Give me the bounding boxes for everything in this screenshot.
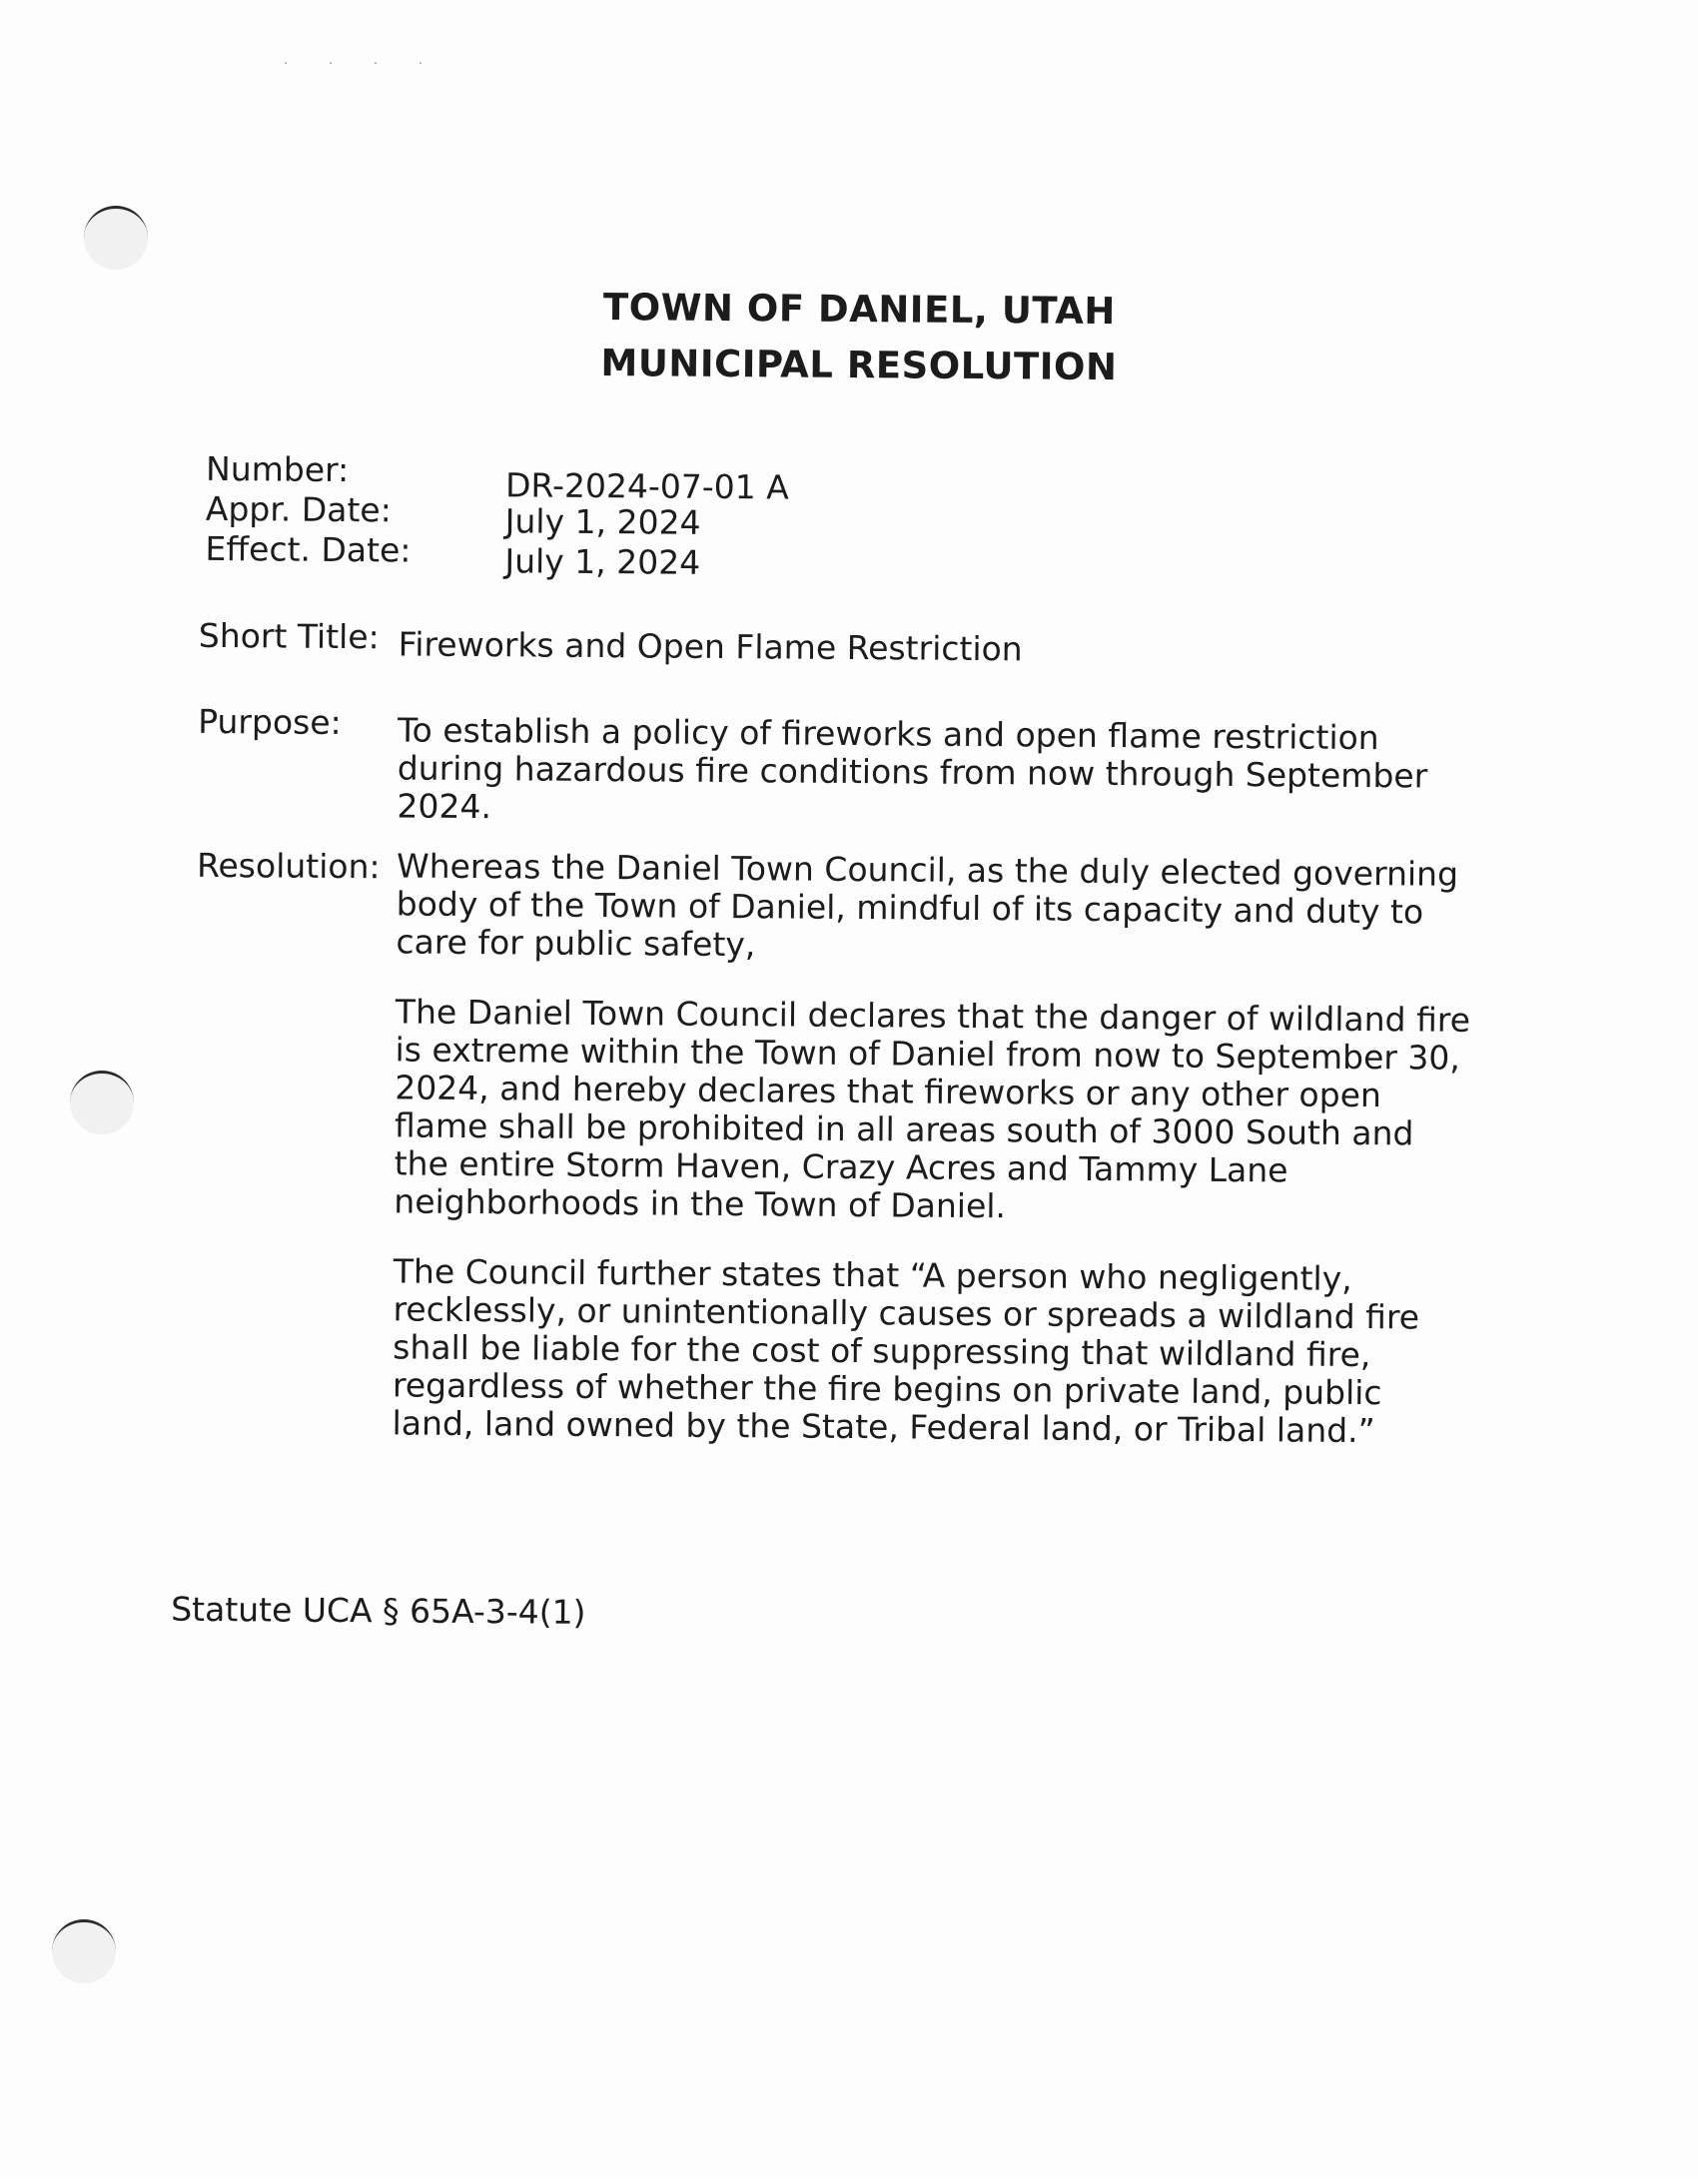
meta-row-number [205,448,789,507]
meta-value-number: DR-2024-07-01 A [504,465,789,507]
resolution-paragraph-declaration: The Daniel Town Council declares that the danger of wildland fire is extreme within the Town of Daniel from now to September 30, 2024, and hereby declares that fireworks or any other open flame shall be prohibited in all areas south of 3000 South and the entire Storm Haven, Crazy Acres and Tammy Lane neighborhoods in the Town of Daniel. [394,992,1471,1226]
meta-label-number: Number: [205,448,350,490]
resolution-section [192,846,1495,1483]
meta-label-approval-date: Appr. Date: [205,488,392,530]
statute-reference: Statute UCA § 65A-3-4(1) [171,1589,586,1632]
resolution-paragraph-whereas: Whereas the Daniel Town Council, as the duly elected governing body of the Town of Daniel, mindful of its capacity and duty to care for public safety, [396,846,1459,965]
purpose-section [197,702,1496,826]
purpose-text: To establish a policy of fireworks and open flame restriction during hazardous fire conditions from now through September 2024. [397,710,1428,827]
meta-value-approval-date: July 1, 2024 [504,501,701,542]
purpose-label: Purpose: [198,701,342,742]
document-title [5,275,1698,399]
resolution-metadata [205,448,789,582]
resolution-paragraph-liability: The Council further states that “A person who negligently, recklessly, or unintentionally causes or spreads a wildland fire shall be liable for the cost of suppressing that wildland fire, regardless of whether the fire begins on private land, public land, land owned by the State, Federal land, or Tribal land.” [392,1251,1420,1451]
short-title-label: Short Title: [198,615,380,657]
resolution-label: Resolution: [196,845,381,887]
meta-value-effective-date: July 1, 2024 [504,541,701,582]
short-title-value: Fireworks and Open Flame Restriction [398,624,1023,669]
resolution-body [392,847,1495,1483]
title-line-resolution: MUNICIPAL RESOLUTION [600,342,1118,389]
meta-row-effective-date [205,528,788,582]
short-title-section [198,615,1497,669]
title-line-town: TOWN OF DANIEL, UTAH [602,286,1117,334]
meta-label-effective-date: Effect. Date: [205,528,412,570]
scan-artifact-dots: · · · · [284,56,441,72]
